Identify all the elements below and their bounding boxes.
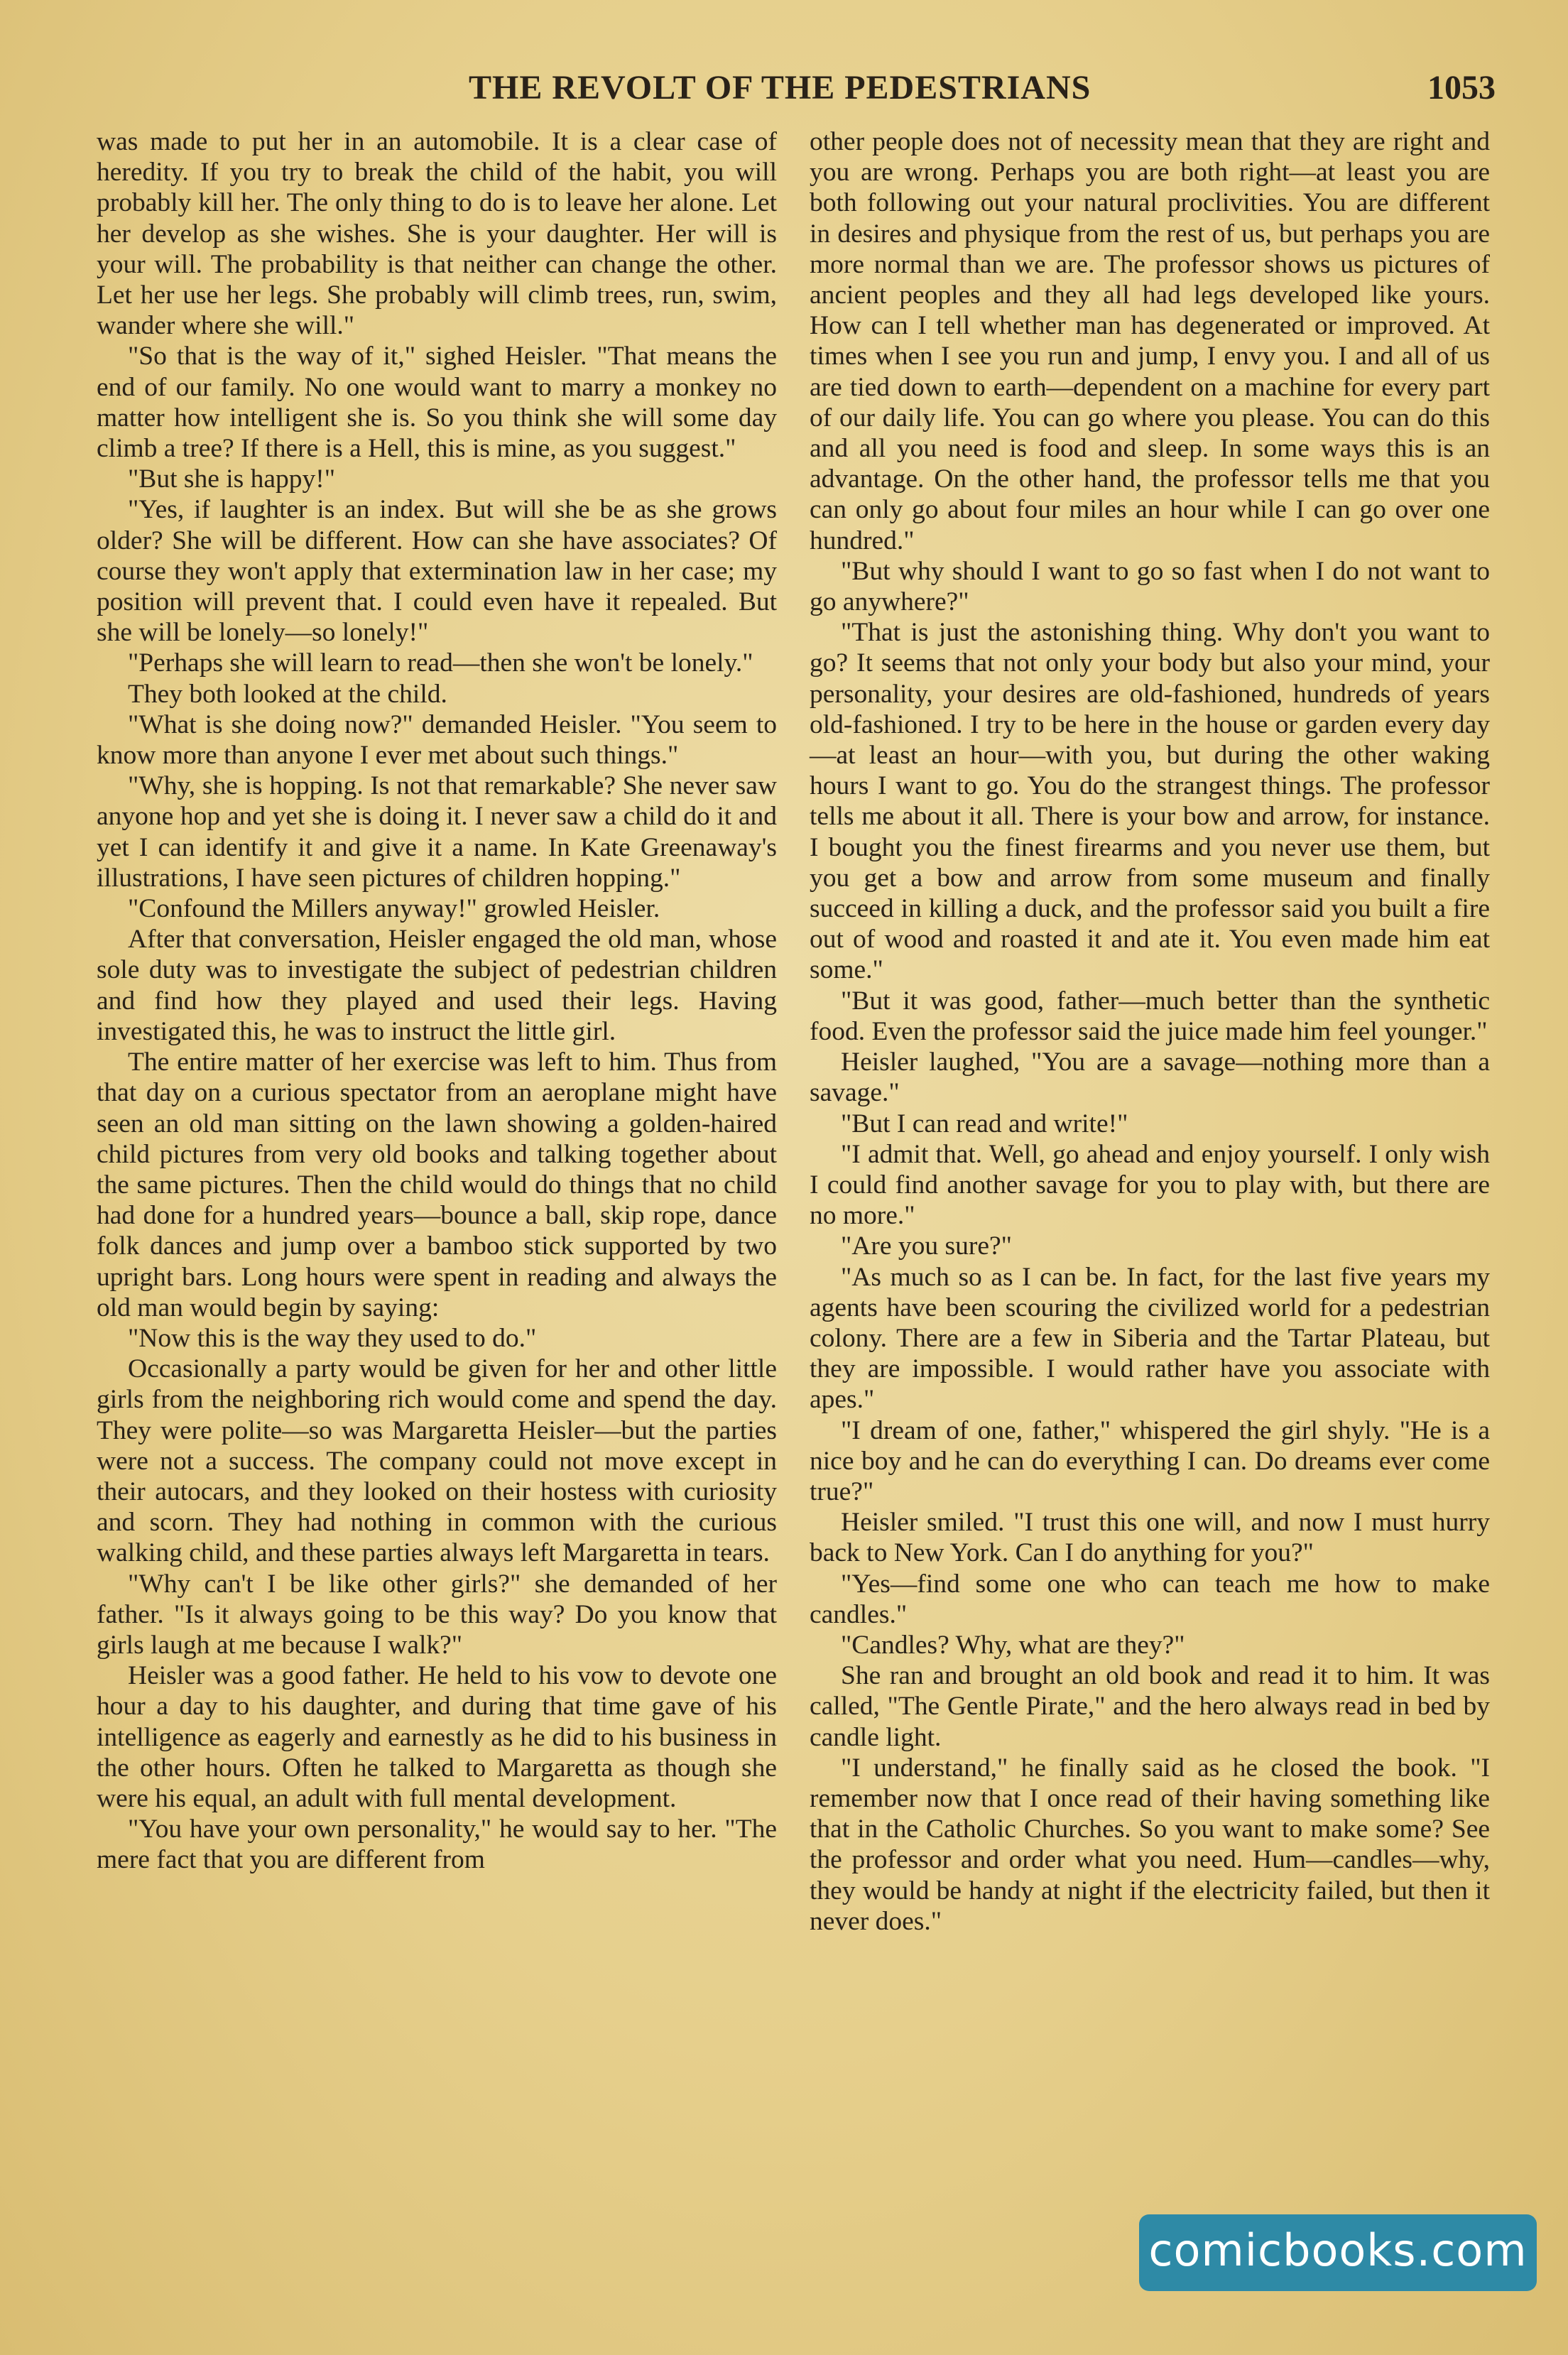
watermark-text: comicbooks.com <box>1148 2224 1528 2276</box>
paragraph: "Candles? Why, what are they?" <box>841 1630 1185 1660</box>
paragraph: "But why should I want to go so fast when I do not want to go anywhere?" <box>810 556 1490 617</box>
paragraph: "I admit that. Well, go ahead and enjoy yourself. I only wish I could find another savage for you to play with, but there are no more." <box>810 1139 1490 1231</box>
page-header <box>92 68 1496 118</box>
paragraph: "Why, she is hopping. Is not that remarkable? She never saw anyone hop and yet she is doing it. I never saw a child do it and yet I can identify it and give it a name. In Kate Greenaway's illustrations, I have seen pictures of children hopping." <box>97 771 777 893</box>
paragraph: "Are you sure?" <box>841 1231 1012 1261</box>
paragraph: Occasionally a party would be given for her and other little girls from the neighboring rich would come and spend the day. They were polite—so was Margaretta Heisler—but the parties were not a success. The company could not move except in their autocars, and they looked on their hostess with curiosity and scorn. They had nothing in common with the curious walking child, and these parties always left Margaretta in tears. <box>97 1354 777 1568</box>
paragraph: "But it was good, father—much better than the synthetic food. Even the professor said the juice made him feel younger." <box>810 986 1490 1046</box>
paragraph: "So that is the way of it," sighed Heisler. "That means the end of our family. No one would want to marry a monkey no matter how intelligent she is. So you think she will some day climb a tree? If there is a Hell, this is mine, as you suggest." <box>97 342 777 464</box>
paragraph: "I dream of one, father," whispered the girl shyly. "He is a nice boy and he can do everything I can. Do dreams ever come true?" <box>810 1415 1490 1506</box>
paragraph: Heisler was a good father. He held to his vow to devote one hour a day to his daughter, and during that time gave of his intelligence as eagerly and earnestly as he did to his business in the other hours. Often he talked to Margaretta as though she were his equal, an adult with full mental development. <box>97 1661 777 1813</box>
paragraph: After that conversation, Heisler engaged the old man, whose sole duty was to investigate the subject of pedestrian children and find how they played and used their legs. Having investigated this, he was to instruct the little girl. <box>97 925 777 1046</box>
paragraph: "Now this is the way they used to do." <box>128 1323 537 1353</box>
paragraph: Heisler laughed, "You are a savage—nothing more than a savage." <box>810 1048 1490 1108</box>
right-column <box>810 126 1490 1937</box>
paragraph: was made to put her in an automobile. It is a clear case of heredity. If you try to break the child of the habit, you will probably kill her. The only thing to do is to leave her alone. Let her develop as she wishes. She is your daughter. Her will is your will. The probability is that neither can change the other. Let her use her legs. She probably will climb trees, run, swim, wander where she will." <box>97 127 777 341</box>
paragraph: "I understand," he finally said as he closed the book. "I remember now that I once read of their having something like that in the Catholic Churches. So you want to make some? See the professor and order what you need. Hum—candles—why, they would be handy at night if the electricity failed, but then it never does." <box>810 1753 1490 1936</box>
paragraph: "Yes, if laughter is an index. But will she be as she grows older? She will be different. How can she have associates? Of course they won't apply that extermination law in her case; my position will prevent that. I could even have it repealed. But she will be lonely—so lonely!" <box>97 495 777 648</box>
paragraph: "But I can read and write!" <box>841 1109 1128 1138</box>
paragraph: "What is she doing now?" demanded Heisler. "You seem to know more than anyone I ever met about such things." <box>97 709 777 771</box>
paragraph: "But she is happy!" <box>128 464 336 494</box>
paragraph: "You have your own personality," he would say to her. "The mere fact that you are different from <box>97 1815 777 1875</box>
paragraph: "Yes—find some one who can teach me how to make candles." <box>810 1569 1490 1629</box>
running-title: THE REVOLT OF THE PEDESTRIANS <box>469 69 1091 107</box>
paragraph: Heisler smiled. "I trust this one will, and now I must hurry back to New York. Can I do anything for you?" <box>810 1508 1490 1568</box>
paragraph: "Confound the Millers anyway!" growled Heisler. <box>128 894 660 924</box>
paragraph: other people does not of necessity mean that they are right and you are wrong. Perhaps you are both right—at least you are both following out your natural proclivities. You are different in desires and physique from the rest of us, but perhaps you are more normal than we are. The professor shows us pictures of ancient peoples and they all had legs developed like yours. How can I tell whether man has degenerated or improved. At times when I see you run and jump, I envy you. I and all of us are tied down to earth—dependent on a machine for every part of our daily life. You can go where you please. You can do this and all you need is food and sleep. In some ways this is an advantage. On the other hand, the professor tells me that you can only go about four miles an hour while I can go over one hundred." <box>810 127 1490 555</box>
paragraph: "As much so as I can be. In fact, for the last five years my agents have been scouring the civilized world for a pedestrian colony. There are a few in Siberia and the Tartar Plateau, but they are impossible. I would rather have you associate with apes." <box>810 1262 1490 1415</box>
paragraph: "Perhaps she will learn to read—then she won't be lonely." <box>128 648 753 678</box>
paragraph: The entire matter of her exercise was left to him. Thus from that day on a curious spectator from an aeroplane might have seen an old man sitting on the lawn showing a golden-haired child pictures from very old books and talking together about the same pictures. Then the child would do things that no child had done for a hundred years—bounce a ball, skip rope, dance folk dances and jump over a bamboo stick supported by two upright bars. Long hours were spent in reading and always the old man would begin by saying: <box>97 1048 777 1322</box>
paragraph: "That is just the astonishing thing. Why don't you want to go? It seems that not only your body but also your mind, your personality, your desires are old-fashioned, hundreds of years old-fashioned. I try to be here in the house or garden every day—at least an hour—with you, but during the other waking hours I want to go. You do the strangest things. The professor tells me about it all. There is your bow and arrow, for instance. I bought you the finest firearms and you never use them, but you get a bow and arrow from some museum and finally succeed in killing a duck, and the professor said you built a fire out of wood and roasted it and ate it. You even made him eat some." <box>810 618 1490 985</box>
page-number: 1053 <box>1427 69 1496 107</box>
paragraph: She ran and brought an old book and read it to him. It was called, "The Gentle Pirate," and the hero always read in bed by candle light. <box>810 1661 1490 1752</box>
left-column <box>97 126 777 1876</box>
paragraph: They both looked at the child. <box>128 679 447 709</box>
watermark-badge <box>1139 2214 1537 2291</box>
paragraph: "Why can't I be like other girls?" she demanded of her father. "Is it always going to be this way? Do you know that girls laugh at me because I walk?" <box>97 1569 777 1660</box>
